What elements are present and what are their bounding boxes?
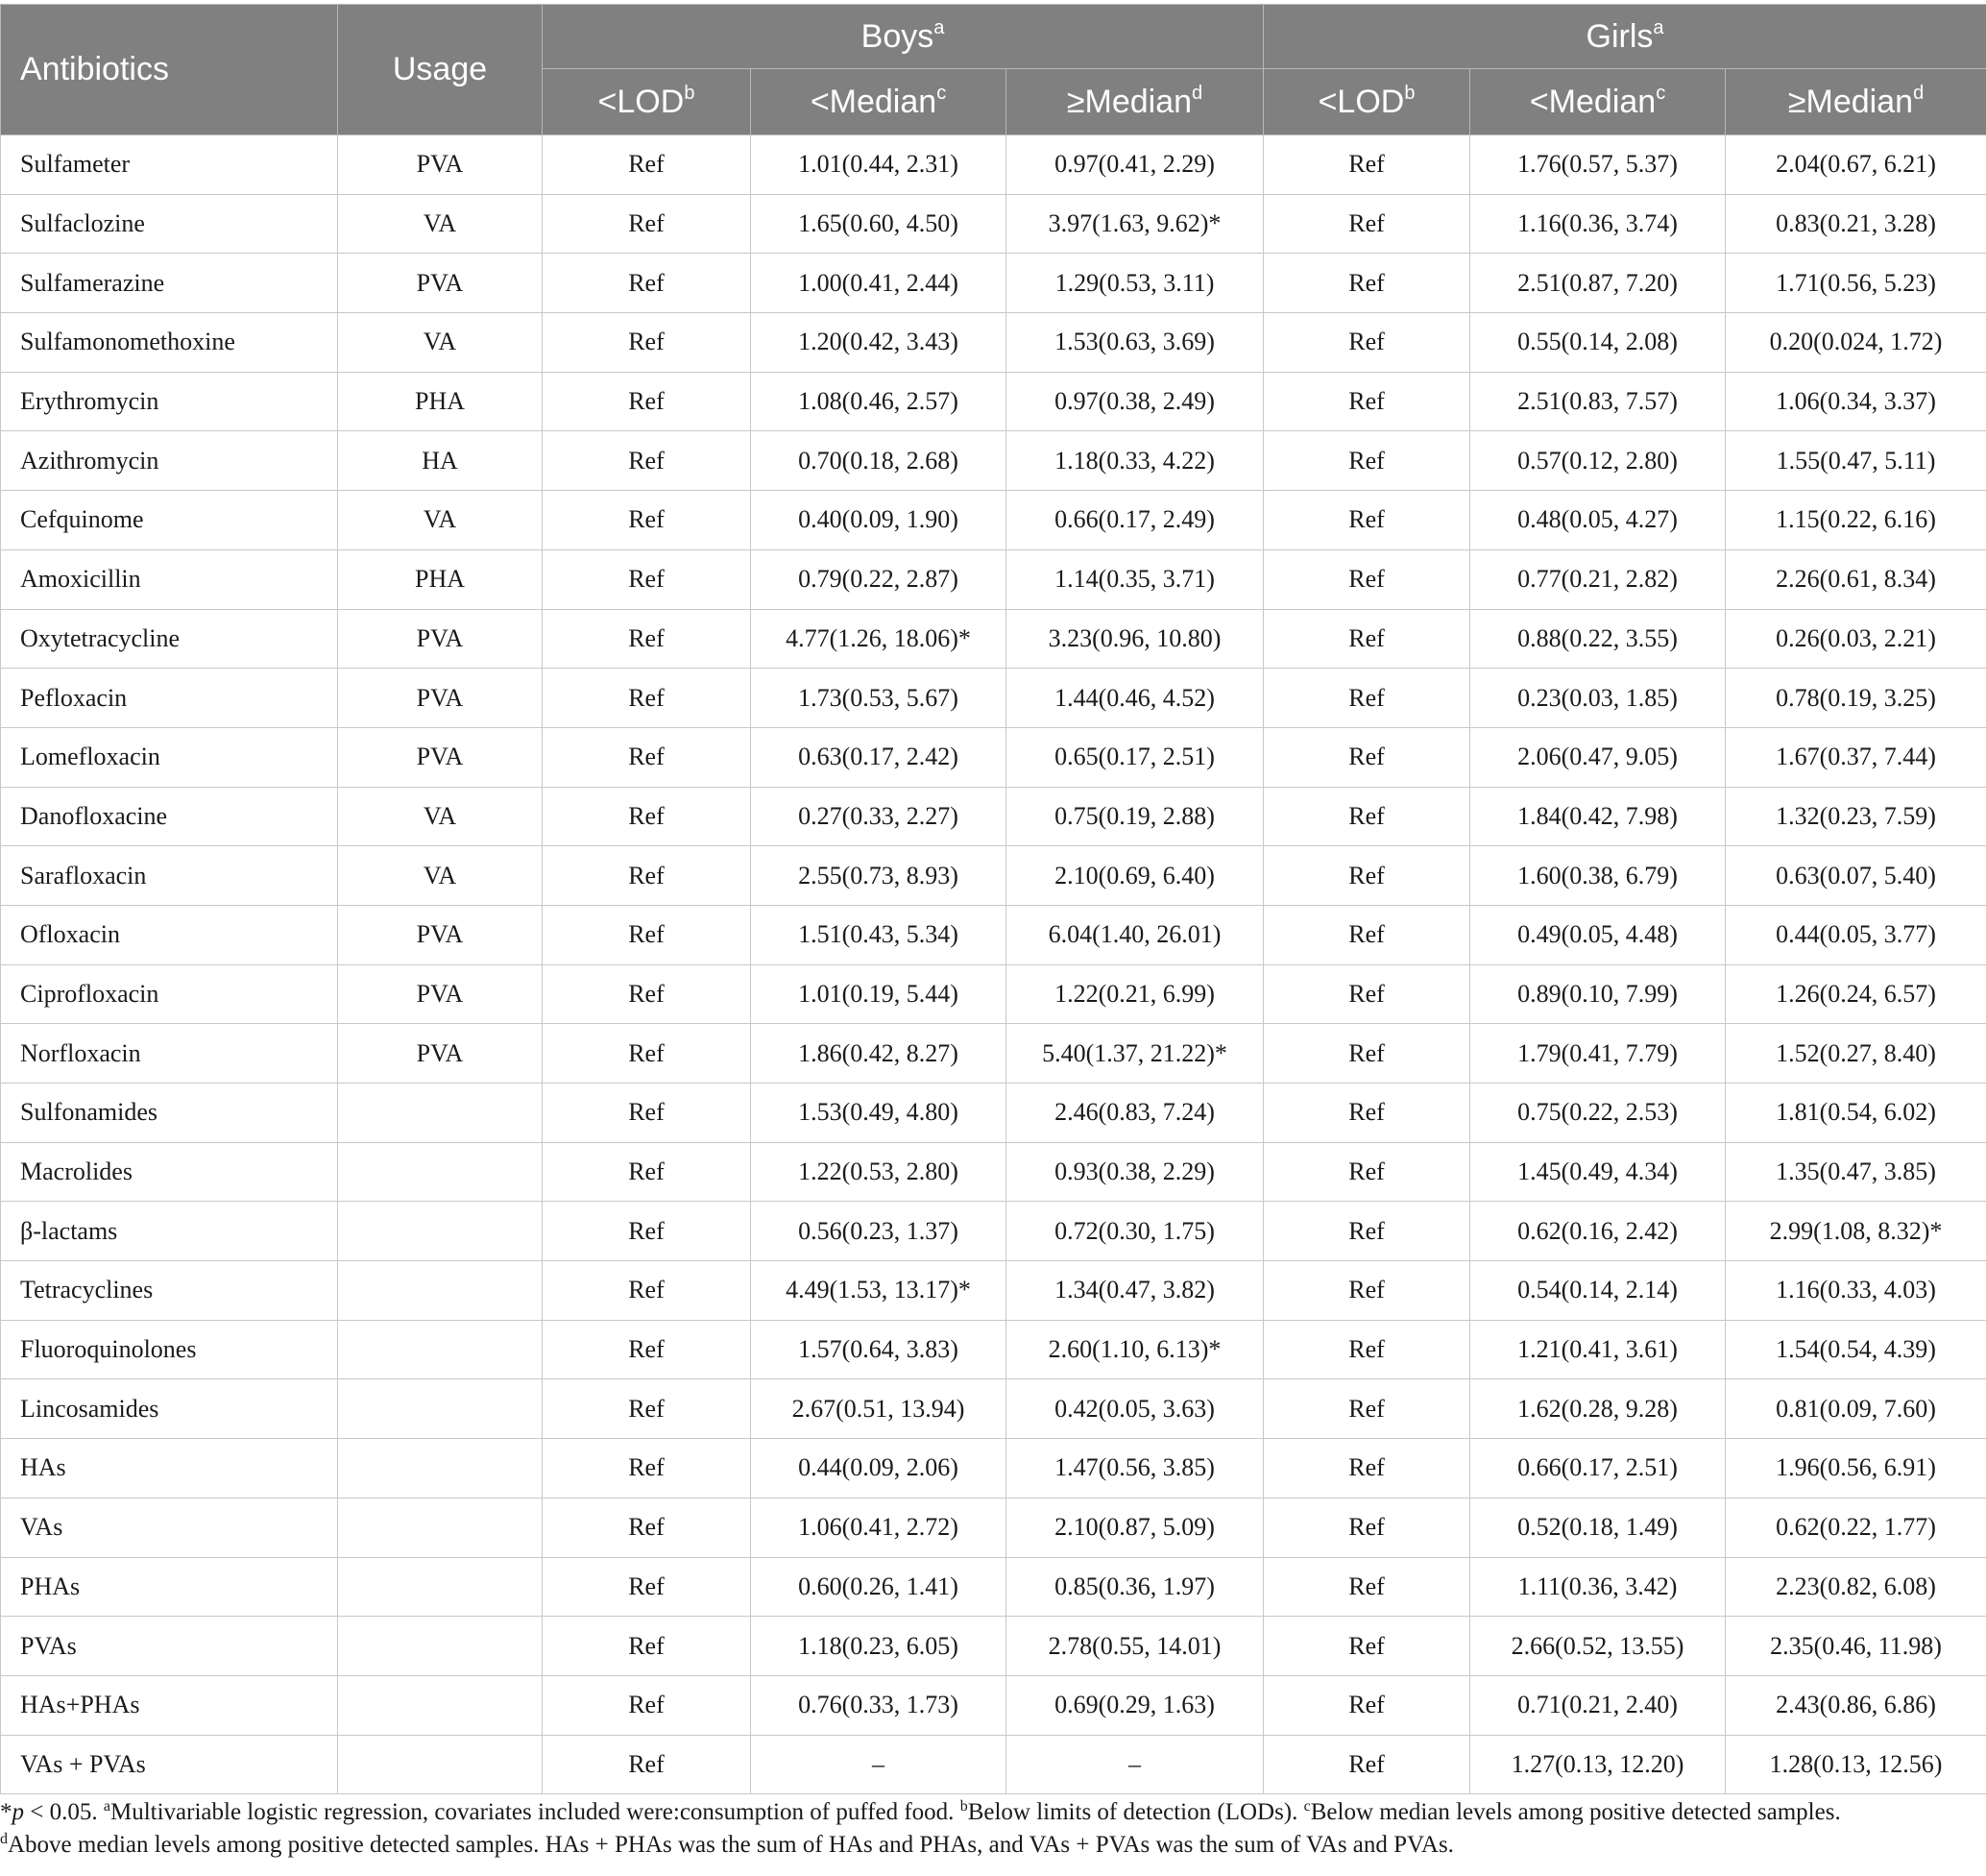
boys-above-median-cell: 0.65(0.17, 2.51) — [1006, 727, 1264, 787]
boys-lod-cell: Ref — [543, 1735, 751, 1794]
girls-below-median-cell: 1.79(0.41, 7.79) — [1470, 1024, 1726, 1084]
table-row — [1, 1439, 1986, 1498]
boys-below-median-cell: 1.51(0.43, 5.34) — [751, 905, 1006, 964]
boys-above-median-cell: 0.42(0.05, 3.63) — [1006, 1379, 1264, 1439]
boys-lod-cell: Ref — [543, 491, 751, 550]
table-header — [1, 5, 1986, 135]
girls-lod-cell: Ref — [1264, 1498, 1470, 1557]
boys-above-median-cell: 1.29(0.53, 3.11) — [1006, 254, 1264, 313]
boys-above-median-cell: 2.60(1.10, 6.13)* — [1006, 1320, 1264, 1379]
antibiotic-name-cell: HAs — [1, 1439, 338, 1498]
girls-below-median-cell: 0.62(0.16, 2.42) — [1470, 1202, 1726, 1261]
header-usage: Usage — [338, 5, 543, 135]
table-row — [1, 846, 1986, 906]
girls-lod-cell: Ref — [1264, 1024, 1470, 1084]
girls-below-median-cell: 0.48(0.05, 4.27) — [1470, 491, 1726, 550]
boys-above-median-cell: 0.93(0.38, 2.29) — [1006, 1142, 1264, 1202]
girls-lod-cell: Ref — [1264, 194, 1470, 254]
boys-lod-cell: Ref — [543, 609, 751, 669]
footnote-line-1: *p < 0.05. $^a$Multivariable logistic regression, covariates included were:consumption of puffed food. $^b$Below limits of detection (LODs). $^c$Below median levels among positive detected samples. — [0, 1798, 1841, 1825]
antibiotic-name-cell: Ciprofloxacin — [1, 964, 338, 1024]
girls-above-median-cell: 2.43(0.86, 6.86) — [1726, 1675, 1986, 1735]
antibiotic-name-cell: Fluoroquinolones — [1, 1320, 338, 1379]
header-antibiotics: Antibiotics — [1, 5, 338, 135]
boys-lod-cell: Ref — [543, 372, 751, 431]
girls-below-median-cell: 1.27(0.13, 12.20) — [1470, 1735, 1726, 1794]
girls-lod-cell: Ref — [1264, 1084, 1470, 1143]
girls-lod-cell: Ref — [1264, 1261, 1470, 1321]
boys-above-median-cell: 1.18(0.33, 4.22) — [1006, 431, 1264, 491]
antibiotic-name-cell: Norfloxacin — [1, 1024, 338, 1084]
table-body — [1, 135, 1986, 1794]
girls-below-median-cell: 1.76(0.57, 5.37) — [1470, 135, 1726, 195]
girls-lod-cell: Ref — [1264, 1617, 1470, 1676]
usage-cell: PHA — [338, 372, 543, 431]
boys-above-median-cell: 1.44(0.46, 4.52) — [1006, 669, 1264, 728]
usage-cell: PVA — [338, 1024, 543, 1084]
boys-above-median-cell: 1.47(0.56, 3.85) — [1006, 1439, 1264, 1498]
table-row — [1, 549, 1986, 609]
table-row — [1, 727, 1986, 787]
girls-below-median-cell: 1.21(0.41, 3.61) — [1470, 1320, 1726, 1379]
antibiotic-name-cell: Sulfaclozine — [1, 194, 338, 254]
girls-above-median-cell: 1.81(0.54, 6.02) — [1726, 1084, 1986, 1143]
girls-lod-cell: Ref — [1264, 846, 1470, 906]
header-boys: Boys$^a$ — [543, 5, 1264, 69]
boys-above-median-cell: 2.10(0.87, 5.09) — [1006, 1498, 1264, 1557]
boys-lod-cell: Ref — [543, 1498, 751, 1557]
antibiotic-name-cell: Sulfonamides — [1, 1084, 338, 1143]
girls-below-median-cell: 0.49(0.05, 4.48) — [1470, 905, 1726, 964]
table-row — [1, 1261, 1986, 1321]
antibiotic-name-cell: VAs + PVAs — [1, 1735, 338, 1794]
girls-below-median-cell: 2.06(0.47, 9.05) — [1470, 727, 1726, 787]
girls-lod-cell: Ref — [1264, 135, 1470, 195]
girls-lod-cell: Ref — [1264, 669, 1470, 728]
antibiotic-name-cell: Lomefloxacin — [1, 727, 338, 787]
boys-below-median-cell: 2.55(0.73, 8.93) — [751, 846, 1006, 906]
boys-above-median-cell: 3.97(1.63, 9.62)* — [1006, 194, 1264, 254]
usage-cell: VA — [338, 194, 543, 254]
boys-below-median-cell: 0.56(0.23, 1.37) — [751, 1202, 1006, 1261]
girls-lod-cell: Ref — [1264, 313, 1470, 373]
girls-below-median-cell: 0.88(0.22, 3.55) — [1470, 609, 1726, 669]
boys-lod-cell: Ref — [543, 1379, 751, 1439]
girls-lod-cell: Ref — [1264, 1142, 1470, 1202]
boys-lod-cell: Ref — [543, 1320, 751, 1379]
antibiotic-name-cell: Lincosamides — [1, 1379, 338, 1439]
boys-lod-cell: Ref — [543, 846, 751, 906]
boys-above-median-cell: 6.04(1.40, 26.01) — [1006, 905, 1264, 964]
antibiotic-name-cell: Erythromycin — [1, 372, 338, 431]
boys-lod-cell: Ref — [543, 787, 751, 846]
boys-below-median-cell: 1.22(0.53, 2.80) — [751, 1142, 1006, 1202]
table-row — [1, 1202, 1986, 1261]
antibiotic-name-cell: Pefloxacin — [1, 669, 338, 728]
girls-above-median-cell: 1.71(0.56, 5.23) — [1726, 254, 1986, 313]
header-boys-above-median: ≥Median$^d$ — [1006, 69, 1264, 135]
usage-cell — [338, 1202, 543, 1261]
girls-above-median-cell: 2.99(1.08, 8.32)* — [1726, 1202, 1986, 1261]
girls-above-median-cell: 0.62(0.22, 1.77) — [1726, 1498, 1986, 1557]
boys-lod-cell: Ref — [543, 727, 751, 787]
usage-cell — [338, 1261, 543, 1321]
boys-below-median-cell: 1.01(0.44, 2.31) — [751, 135, 1006, 195]
boys-above-median-cell: 1.22(0.21, 6.99) — [1006, 964, 1264, 1024]
header-boys-below-median: <Median$^c$ — [751, 69, 1006, 135]
girls-lod-cell: Ref — [1264, 964, 1470, 1024]
girls-lod-cell: Ref — [1264, 1675, 1470, 1735]
girls-above-median-cell: 2.26(0.61, 8.34) — [1726, 549, 1986, 609]
boys-below-median-cell: 0.79(0.22, 2.87) — [751, 549, 1006, 609]
girls-above-median-cell: 0.78(0.19, 3.25) — [1726, 669, 1986, 728]
boys-above-median-cell: – — [1006, 1735, 1264, 1794]
girls-below-median-cell: 1.84(0.42, 7.98) — [1470, 787, 1726, 846]
girls-lod-cell: Ref — [1264, 1379, 1470, 1439]
girls-lod-cell: Ref — [1264, 1202, 1470, 1261]
table-row — [1, 669, 1986, 728]
girls-above-median-cell: 1.06(0.34, 3.37) — [1726, 372, 1986, 431]
table-row — [1, 491, 1986, 550]
girls-above-median-cell: 0.83(0.21, 3.28) — [1726, 194, 1986, 254]
table-row — [1, 194, 1986, 254]
boys-below-median-cell: 1.01(0.19, 5.44) — [751, 964, 1006, 1024]
boys-lod-cell: Ref — [543, 1675, 751, 1735]
table-row — [1, 254, 1986, 313]
boys-lod-cell: Ref — [543, 1084, 751, 1143]
boys-below-median-cell: 1.00(0.41, 2.44) — [751, 254, 1006, 313]
table-row — [1, 1024, 1986, 1084]
girls-below-median-cell: 0.75(0.22, 2.53) — [1470, 1084, 1726, 1143]
boys-above-median-cell: 5.40(1.37, 21.22)* — [1006, 1024, 1264, 1084]
table-row — [1, 1498, 1986, 1557]
table-row — [1, 787, 1986, 846]
girls-above-median-cell: 1.26(0.24, 6.57) — [1726, 964, 1986, 1024]
antibiotic-name-cell: Ofloxacin — [1, 905, 338, 964]
usage-cell — [338, 1320, 543, 1379]
table-row — [1, 1084, 1986, 1143]
table-row — [1, 964, 1986, 1024]
girls-above-median-cell: 1.15(0.22, 6.16) — [1726, 491, 1986, 550]
girls-below-median-cell: 2.51(0.87, 7.20) — [1470, 254, 1726, 313]
boys-above-median-cell: 0.97(0.38, 2.49) — [1006, 372, 1264, 431]
girls-lod-cell: Ref — [1264, 727, 1470, 787]
boys-above-median-cell: 3.23(0.96, 10.80) — [1006, 609, 1264, 669]
girls-lod-cell: Ref — [1264, 1320, 1470, 1379]
antibiotic-name-cell: Sulfamerazine — [1, 254, 338, 313]
girls-below-median-cell: 0.52(0.18, 1.49) — [1470, 1498, 1726, 1557]
boys-above-median-cell: 0.66(0.17, 2.49) — [1006, 491, 1264, 550]
girls-above-median-cell: 0.81(0.09, 7.60) — [1726, 1379, 1986, 1439]
boys-below-median-cell: 0.63(0.17, 2.42) — [751, 727, 1006, 787]
header-boys-lod: $<LOD^b$ — [543, 69, 751, 135]
girls-above-median-cell: 1.35(0.47, 3.85) — [1726, 1142, 1986, 1202]
girls-below-median-cell: 0.57(0.12, 2.80) — [1470, 431, 1726, 491]
boys-above-median-cell: 1.14(0.35, 3.71) — [1006, 549, 1264, 609]
antibiotic-name-cell: Oxytetracycline — [1, 609, 338, 669]
table-row — [1, 135, 1986, 195]
table-row — [1, 609, 1986, 669]
girls-lod-cell: Ref — [1264, 549, 1470, 609]
header-girls-below-median: <Median$^c$ — [1470, 69, 1726, 135]
boys-lod-cell: Ref — [543, 964, 751, 1024]
table-row — [1, 431, 1986, 491]
boys-above-median-cell: 2.46(0.83, 7.24) — [1006, 1084, 1264, 1143]
antibiotic-name-cell: PHAs — [1, 1557, 338, 1617]
boys-above-median-cell: 0.69(0.29, 1.63) — [1006, 1675, 1264, 1735]
boys-below-median-cell: 1.18(0.23, 6.05) — [751, 1617, 1006, 1676]
antibiotic-name-cell: VAs — [1, 1498, 338, 1557]
table-row — [1, 1320, 1986, 1379]
header-girls-above-median: ≥Median$^d$ — [1726, 69, 1986, 135]
table-row — [1, 1557, 1986, 1617]
girls-above-median-cell: 1.96(0.56, 6.91) — [1726, 1439, 1986, 1498]
usage-cell: PVA — [338, 905, 543, 964]
boys-below-median-cell: 0.27(0.33, 2.27) — [751, 787, 1006, 846]
girls-lod-cell: Ref — [1264, 491, 1470, 550]
table-row — [1, 1379, 1986, 1439]
usage-cell — [338, 1084, 543, 1143]
antibiotic-name-cell: β-lactams — [1, 1202, 338, 1261]
boys-lod-cell: Ref — [543, 1142, 751, 1202]
boys-below-median-cell: 1.20(0.42, 3.43) — [751, 313, 1006, 373]
usage-cell — [338, 1557, 543, 1617]
girls-lod-cell: Ref — [1264, 431, 1470, 491]
antibiotic-name-cell: Danofloxacine — [1, 787, 338, 846]
girls-above-median-cell: 1.54(0.54, 4.39) — [1726, 1320, 1986, 1379]
header-girls-lod: $<LOD^b$ — [1264, 69, 1470, 135]
boys-below-median-cell: 0.70(0.18, 2.68) — [751, 431, 1006, 491]
usage-cell — [338, 1142, 543, 1202]
boys-above-median-cell: 2.78(0.55, 14.01) — [1006, 1617, 1264, 1676]
girls-below-median-cell: 1.60(0.38, 6.79) — [1470, 846, 1726, 906]
boys-below-median-cell: 1.65(0.60, 4.50) — [751, 194, 1006, 254]
boys-lod-cell: Ref — [543, 1261, 751, 1321]
boys-lod-cell: Ref — [543, 1439, 751, 1498]
girls-below-median-cell: 0.71(0.21, 2.40) — [1470, 1675, 1726, 1735]
girls-above-median-cell: 1.16(0.33, 4.03) — [1726, 1261, 1986, 1321]
footnote-line-2: $^d$Above median levels among positive detected samples. HAs + PHAs was the sum of HAs and PHAs, and VAs + PVAs was the sum of VAs and PVAs. — [0, 1831, 1454, 1858]
girls-below-median-cell: 2.51(0.83, 7.57) — [1470, 372, 1726, 431]
boys-above-median-cell: 1.53(0.63, 3.69) — [1006, 313, 1264, 373]
usage-cell — [338, 1379, 543, 1439]
girls-above-median-cell: 0.26(0.03, 2.21) — [1726, 609, 1986, 669]
antibiotic-name-cell: Macrolides — [1, 1142, 338, 1202]
boys-below-median-cell: 1.08(0.46, 2.57) — [751, 372, 1006, 431]
girls-below-median-cell: 0.54(0.14, 2.14) — [1470, 1261, 1726, 1321]
girls-below-median-cell: 0.77(0.21, 2.82) — [1470, 549, 1726, 609]
girls-below-median-cell: 0.89(0.10, 7.99) — [1470, 964, 1726, 1024]
girls-lod-cell: Ref — [1264, 1557, 1470, 1617]
boys-lod-cell: Ref — [543, 135, 751, 195]
boys-above-median-cell: 0.97(0.41, 2.29) — [1006, 135, 1264, 195]
antibiotic-name-cell: Sarafloxacin — [1, 846, 338, 906]
antibiotic-name-cell: HAs+PHAs — [1, 1675, 338, 1735]
girls-below-median-cell: 1.62(0.28, 9.28) — [1470, 1379, 1726, 1439]
boys-above-median-cell: 1.34(0.47, 3.82) — [1006, 1261, 1264, 1321]
girls-below-median-cell: 1.16(0.36, 3.74) — [1470, 194, 1726, 254]
girls-above-median-cell: 0.63(0.07, 5.40) — [1726, 846, 1986, 906]
girls-lod-cell: Ref — [1264, 905, 1470, 964]
girls-lod-cell: Ref — [1264, 1735, 1470, 1794]
girls-above-median-cell: 2.23(0.82, 6.08) — [1726, 1557, 1986, 1617]
table-row — [1, 1142, 1986, 1202]
boys-lod-cell: Ref — [543, 1557, 751, 1617]
usage-cell — [338, 1675, 543, 1735]
boys-below-median-cell: 1.06(0.41, 2.72) — [751, 1498, 1006, 1557]
antibiotic-name-cell: PVAs — [1, 1617, 338, 1676]
usage-cell: PVA — [338, 254, 543, 313]
antibiotic-name-cell: Tetracyclines — [1, 1261, 338, 1321]
girls-below-median-cell: 0.23(0.03, 1.85) — [1470, 669, 1726, 728]
boys-below-median-cell: 4.77(1.26, 18.06)* — [751, 609, 1006, 669]
usage-cell: PVA — [338, 964, 543, 1024]
girls-lod-cell: Ref — [1264, 372, 1470, 431]
antibiotic-name-cell: Amoxicillin — [1, 549, 338, 609]
girls-lod-cell: Ref — [1264, 609, 1470, 669]
boys-below-median-cell: 2.67(0.51, 13.94) — [751, 1379, 1006, 1439]
table-row — [1, 1617, 1986, 1676]
girls-lod-cell: Ref — [1264, 787, 1470, 846]
antibiotic-name-cell: Sulfamonomethoxine — [1, 313, 338, 373]
table-row — [1, 372, 1986, 431]
girls-below-median-cell: 0.55(0.14, 2.08) — [1470, 313, 1726, 373]
boys-below-median-cell: 1.57(0.64, 3.83) — [751, 1320, 1006, 1379]
usage-cell: PVA — [338, 609, 543, 669]
boys-lod-cell: Ref — [543, 254, 751, 313]
usage-cell: PHA — [338, 549, 543, 609]
header-girls: Girls$^a$ — [1264, 5, 1986, 69]
boys-lod-cell: Ref — [543, 1617, 751, 1676]
usage-cell: VA — [338, 491, 543, 550]
boys-lod-cell: Ref — [543, 1202, 751, 1261]
boys-above-median-cell: 2.10(0.69, 6.40) — [1006, 846, 1264, 906]
boys-lod-cell: Ref — [543, 1024, 751, 1084]
girls-above-median-cell: 2.35(0.46, 11.98) — [1726, 1617, 1986, 1676]
antibiotic-name-cell: Azithromycin — [1, 431, 338, 491]
boys-below-median-cell: – — [751, 1735, 1006, 1794]
table-footnotes — [0, 1796, 1986, 1862]
boys-below-median-cell: 0.76(0.33, 1.73) — [751, 1675, 1006, 1735]
boys-below-median-cell: 0.44(0.09, 2.06) — [751, 1439, 1006, 1498]
girls-below-median-cell: 2.66(0.52, 13.55) — [1470, 1617, 1726, 1676]
antibiotic-name-cell: Cefquinome — [1, 491, 338, 550]
usage-cell: VA — [338, 846, 543, 906]
usage-cell — [338, 1617, 543, 1676]
girls-above-median-cell: 0.20(0.024, 1.72) — [1726, 313, 1986, 373]
usage-cell — [338, 1735, 543, 1794]
usage-cell: VA — [338, 313, 543, 373]
boys-above-median-cell: 0.85(0.36, 1.97) — [1006, 1557, 1264, 1617]
girls-below-median-cell: 1.11(0.36, 3.42) — [1470, 1557, 1726, 1617]
girls-lod-cell: Ref — [1264, 254, 1470, 313]
boys-below-median-cell: 4.49(1.53, 13.17)* — [751, 1261, 1006, 1321]
boys-above-median-cell: 0.72(0.30, 1.75) — [1006, 1202, 1264, 1261]
table-row — [1, 1735, 1986, 1794]
table-row — [1, 1675, 1986, 1735]
boys-below-median-cell: 0.40(0.09, 1.90) — [751, 491, 1006, 550]
table-row — [1, 905, 1986, 964]
usage-cell: PVA — [338, 135, 543, 195]
usage-cell — [338, 1498, 543, 1557]
girls-above-median-cell: 1.52(0.27, 8.40) — [1726, 1024, 1986, 1084]
boys-lod-cell: Ref — [543, 549, 751, 609]
boys-above-median-cell: 0.75(0.19, 2.88) — [1006, 787, 1264, 846]
girls-below-median-cell: 1.45(0.49, 4.34) — [1470, 1142, 1726, 1202]
girls-above-median-cell: 1.28(0.13, 12.56) — [1726, 1735, 1986, 1794]
boys-lod-cell: Ref — [543, 905, 751, 964]
boys-below-median-cell: 1.86(0.42, 8.27) — [751, 1024, 1006, 1084]
girls-above-median-cell: 0.44(0.05, 3.77) — [1726, 905, 1986, 964]
boys-lod-cell: Ref — [543, 313, 751, 373]
boys-below-median-cell: 1.53(0.49, 4.80) — [751, 1084, 1006, 1143]
girls-above-median-cell: 1.55(0.47, 5.11) — [1726, 431, 1986, 491]
odds-ratio-table — [0, 4, 1986, 1794]
antibiotic-name-cell: Sulfameter — [1, 135, 338, 195]
usage-cell: HA — [338, 431, 543, 491]
usage-cell: VA — [338, 787, 543, 846]
boys-below-median-cell: 0.60(0.26, 1.41) — [751, 1557, 1006, 1617]
girls-above-median-cell: 1.67(0.37, 7.44) — [1726, 727, 1986, 787]
table-row — [1, 313, 1986, 373]
girls-lod-cell: Ref — [1264, 1439, 1470, 1498]
girls-below-median-cell: 0.66(0.17, 2.51) — [1470, 1439, 1726, 1498]
boys-lod-cell: Ref — [543, 194, 751, 254]
boys-below-median-cell: 1.73(0.53, 5.67) — [751, 669, 1006, 728]
usage-cell: PVA — [338, 727, 543, 787]
girls-above-median-cell: 1.32(0.23, 7.59) — [1726, 787, 1986, 846]
usage-cell — [338, 1439, 543, 1498]
boys-lod-cell: Ref — [543, 669, 751, 728]
girls-above-median-cell: 2.04(0.67, 6.21) — [1726, 135, 1986, 195]
boys-lod-cell: Ref — [543, 431, 751, 491]
usage-cell: PVA — [338, 669, 543, 728]
